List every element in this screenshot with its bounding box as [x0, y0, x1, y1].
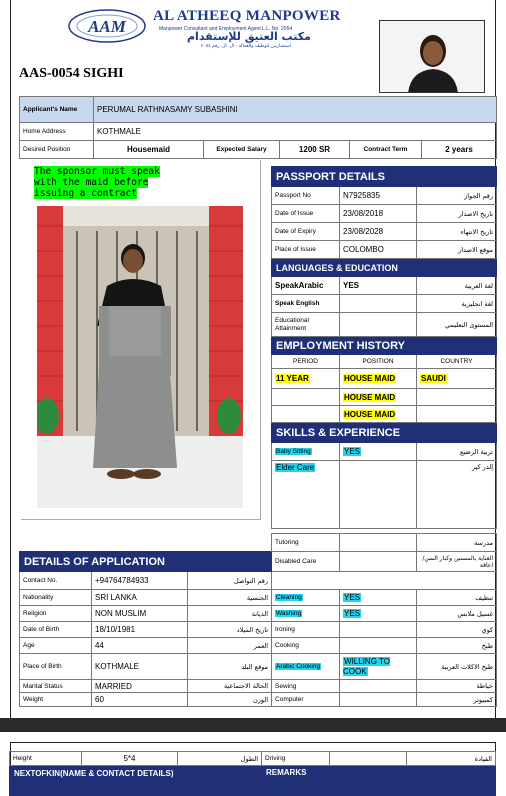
- desired-position: Housemaid: [94, 141, 204, 159]
- company-subtitle: Manpower Consultant and Employment Agent L.L. No. 2054: [159, 26, 293, 32]
- sewing-label: Sewing: [272, 680, 340, 693]
- cleaning-label: Cleaning: [272, 590, 340, 606]
- weight: 60: [92, 693, 188, 707]
- languages-section-title: LANGUAGES & EDUCATION: [272, 259, 497, 277]
- height-label: Height: [10, 752, 82, 766]
- company-logo: [67, 6, 147, 44]
- baby-sitting-label: Baby Sitting: [272, 443, 340, 461]
- driving-label: Driving: [262, 752, 330, 766]
- elder-care-label: Elder Care: [272, 461, 340, 529]
- disabled-care-ar: العناية بالمسنين وكبار السن/ اعاقة: [417, 552, 497, 572]
- arabic-cooking-ar: طبخ الاكلات العربية: [417, 654, 497, 680]
- passport-photo: [379, 20, 485, 93]
- employment-country-1: SAUDI: [417, 369, 497, 389]
- expected-salary: 1200 SR: [280, 141, 350, 159]
- marital-status-label: Marital Status: [20, 680, 92, 693]
- education: [340, 313, 417, 337]
- baby-sitting: YES: [340, 443, 417, 461]
- height: 5*4: [82, 752, 178, 766]
- application-section-title: DETAILS OF APPLICATION: [20, 552, 272, 572]
- employment-country-2: [417, 389, 497, 406]
- baby-sitting-ar: تربية الرضيع: [417, 443, 497, 461]
- sponsor-note-text: The sponsor must speak with the maid before issuing a contract: [34, 166, 160, 199]
- place-of-issue: COLOMBO: [340, 241, 417, 259]
- logo-text: AAM: [88, 17, 126, 36]
- page-break-band: [0, 718, 506, 732]
- arabic-cooking-label: Arabic Cooking: [272, 654, 340, 680]
- date-of-issue-ar: تاريخ الاصدار: [417, 205, 497, 223]
- age-label: Age: [20, 638, 92, 654]
- period-header: PERIOD: [272, 355, 340, 369]
- disabled-care: [340, 552, 417, 572]
- remarks-title: REMARKS: [262, 766, 496, 796]
- passport-no: N7925835: [340, 187, 417, 205]
- computer-ar: كمبيوتر: [417, 693, 497, 707]
- company-name: AL ATHEEQ MANPOWER: [153, 8, 341, 24]
- date-of-issue: 23/08/2018: [340, 205, 417, 223]
- washing: YES: [340, 606, 417, 622]
- application-table: [19, 533, 497, 707]
- employment-period-1: 11 YEAR: [272, 369, 340, 389]
- passport-section-title: PASSPORT DETAILS: [272, 167, 497, 187]
- religion: NON MUSLIM: [92, 606, 188, 622]
- weight-ar: الوزن: [188, 693, 272, 707]
- contact-label: Contact No.: [20, 572, 92, 590]
- employment-section-title: EMPLOYMENT HISTORY: [272, 337, 497, 355]
- driving-ar: القيادة: [407, 752, 496, 766]
- height-ar: الطول: [178, 752, 262, 766]
- speak-english-label: Speak English: [272, 295, 340, 313]
- nationality-label: Nationality: [20, 590, 92, 606]
- desired-position-label: Desired Position: [20, 141, 94, 159]
- nationality: SRI LANKA: [92, 590, 188, 606]
- cooking-ar: طبخ: [417, 638, 497, 654]
- arabic-cooking: WILLING TO COOK: [340, 654, 417, 680]
- dob-label: Date of Birth: [20, 622, 92, 638]
- elder-care-ar: إلدر كير: [417, 461, 497, 529]
- speak-arabic: YES: [340, 277, 417, 295]
- marital-status: MARRIED: [92, 680, 188, 693]
- place-of-birth-ar: موقع البلد: [188, 654, 272, 680]
- passport-no-ar: رقم الجواز: [417, 187, 497, 205]
- date-of-expiry: 23/08/2028: [340, 223, 417, 241]
- company-arabic-subtitle: استشاريين لتوظيف والعمالة - ال. ال. رقم ٢٠٥٤: [201, 44, 291, 49]
- tutoring-label: Tutoring: [272, 534, 340, 552]
- employment-country-3: [417, 406, 497, 423]
- skills-section-title: SKILLS & EXPERIENCE: [272, 423, 497, 443]
- cleaning: YES: [340, 590, 417, 606]
- computer-label: Computer: [272, 693, 340, 707]
- date-of-issue-label: Date of Issue: [272, 205, 340, 223]
- company-arabic-name: مكتب العتيق للإستقدام: [187, 30, 311, 43]
- place-of-birth-label: Place of Birth: [20, 654, 92, 680]
- resume-page-1: [10, 0, 496, 718]
- place-of-issue-label: Place of Issue: [272, 241, 340, 259]
- applicant-name: PERUMAL RATHNASAMY SUBASHINI: [94, 97, 497, 123]
- cooking-label: Cooking: [272, 638, 340, 654]
- tutoring-ar: مدرسة: [417, 534, 497, 552]
- next-of-kin-title: NEXTOFKIN(NAME & CONTACT DETAILS): [10, 766, 262, 796]
- place-of-issue-ar: موقع الاصدار: [417, 241, 497, 259]
- speak-arabic-label: SpeakArabic: [272, 277, 340, 295]
- contract-term: 2 years: [422, 141, 497, 159]
- marital-status-ar: الحالة الاجتماعية: [188, 680, 272, 693]
- disabled-care-label: Disabled Care: [272, 552, 340, 572]
- passport-table: [271, 166, 497, 529]
- applicant-name-label: Applicant's Name: [20, 97, 94, 123]
- expected-salary-label: Expected Salary: [204, 141, 280, 159]
- reference-code: AAS-0054 SIGHI: [19, 66, 124, 81]
- speak-english-ar: لغة انجليزية: [417, 295, 497, 313]
- employment-period-2: [272, 389, 340, 406]
- contract-term-label: Contract Term: [350, 141, 422, 159]
- home-address: KOTHMALE: [94, 123, 497, 141]
- elder-care: [340, 461, 417, 529]
- age-ar: العمر: [188, 638, 272, 654]
- ironing-ar: كوي: [417, 622, 497, 638]
- ironing-label: Ironing: [272, 622, 340, 638]
- dob-ar: تاريخ الميلاد: [188, 622, 272, 638]
- education-label: Educational Attainment: [272, 313, 340, 337]
- page2-table: [9, 751, 496, 796]
- speak-arabic-ar: لغة العربية: [417, 277, 497, 295]
- religion-ar: الديانة: [188, 606, 272, 622]
- employment-position-2: HOUSE MAID: [340, 389, 417, 406]
- contact-no: +94764784933: [92, 572, 188, 590]
- contact-ar: رقم التواصل: [188, 572, 272, 590]
- date-of-expiry-label: Date of Expiry: [272, 223, 340, 241]
- ironing: [340, 622, 417, 638]
- age: 44: [92, 638, 188, 654]
- place-of-birth: KOTHMALE: [92, 654, 188, 680]
- cooking: [340, 638, 417, 654]
- resume-page-2: [10, 742, 496, 796]
- employment-period-3: [272, 406, 340, 423]
- washing-label: Washing: [272, 606, 340, 622]
- sponsor-note: [34, 166, 182, 199]
- home-address-label: Home Address: [20, 123, 94, 141]
- employment-position-1: HOUSE MAID: [340, 369, 417, 389]
- applicant-info-table: [19, 96, 497, 159]
- sewing: [340, 680, 417, 693]
- date-of-birth: 18/10/1981: [92, 622, 188, 638]
- sewing-ar: خياطة: [417, 680, 497, 693]
- speak-english: [340, 295, 417, 313]
- weight-label: Weight: [20, 693, 92, 707]
- passport-no-label: Passport No: [272, 187, 340, 205]
- computer: [340, 693, 417, 707]
- tutoring: [340, 534, 417, 552]
- date-of-expiry-ar: تاريخ الانتهاء: [417, 223, 497, 241]
- cleaning-ar: تنظيف: [417, 590, 497, 606]
- driving: [330, 752, 407, 766]
- washing-ar: غسيل ملابس: [417, 606, 497, 622]
- full-body-photo: [37, 206, 243, 508]
- employment-position-3: HOUSE MAID: [340, 406, 417, 423]
- position-header: POSITION: [340, 355, 417, 369]
- nationality-ar: الجنسية: [188, 590, 272, 606]
- country-header: COUNTRY: [417, 355, 497, 369]
- education-ar: المستوى التعليمي: [417, 313, 497, 337]
- religion-label: Religion: [20, 606, 92, 622]
